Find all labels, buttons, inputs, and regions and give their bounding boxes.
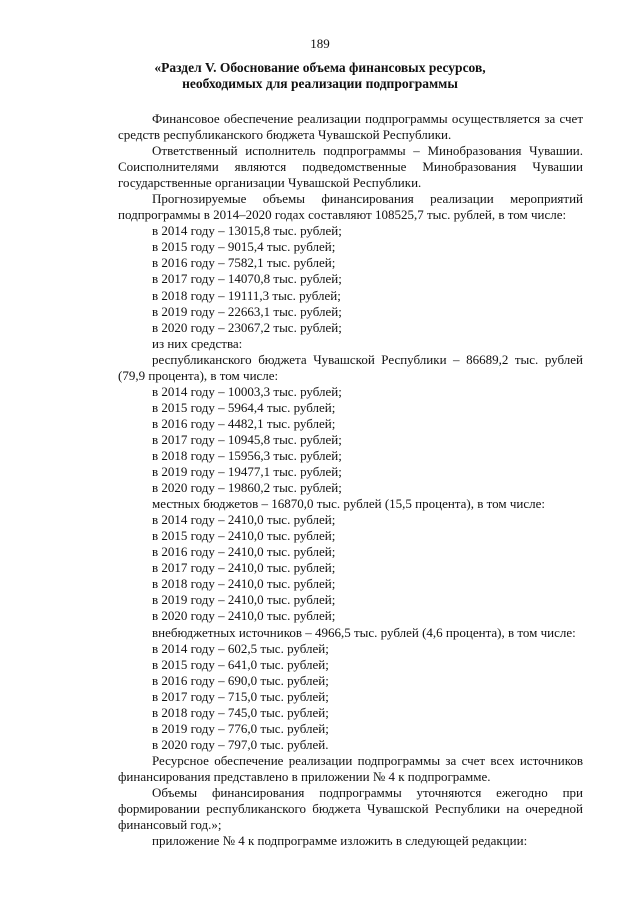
paragraph-volumes-refined: Объемы финансирования подпрограммы уточняются ежегодно при формировании республиканского бюджета Чувашской Республики на очередной финансовый год.»; — [118, 784, 583, 833]
list-item: в 2019 году – 22663,1 тыс. рублей; — [152, 303, 342, 319]
extrabudget-label: внебюджетных источников – 4966,5 тыс. рублей (4,6 процента), в том числе: — [152, 624, 576, 640]
list-item: в 2019 году – 2410,0 тыс. рублей; — [152, 592, 336, 608]
list-item: в 2016 году – 7582,1 тыс. рублей; — [152, 255, 336, 271]
section-title-line-1: «Раздел V. Обоснование объема финансовых ресурсов, — [154, 60, 486, 75]
section-title — [100, 60, 540, 92]
list-item: в 2019 году – 19477,1 тыс. рублей; — [152, 464, 342, 480]
list-item: в 2015 году – 9015,4 тыс. рублей; — [152, 239, 336, 255]
extrabudget-by-year-list — [118, 641, 583, 753]
paragraph-republic-budget: республиканского бюджета Чувашской Республики – 86689,2 тыс. рублей (79,9 процента), в том числе: — [118, 351, 583, 383]
paragraph-executor: Ответственный исполнитель подпрограммы – Минобразования Чувашии. Соисполнителями являются подведомственные Минобразования Чувашии государственные организации Чувашской Республики. — [118, 143, 583, 191]
of-which-label: из них средства: — [152, 335, 243, 351]
paragraph-forecast-total: Прогнозируемые объемы финансирования реализации мероприятий подпрограммы в 2014–2020 годах составляют 108525,7 тыс. рублей, в том числе: — [118, 191, 583, 223]
list-item: в 2014 году – 602,5 тыс. рублей; — [152, 640, 329, 656]
list-item: в 2014 году – 2410,0 тыс. рублей; — [152, 512, 336, 528]
list-item: в 2018 году – 15956,3 тыс. рублей; — [152, 447, 342, 463]
page-number: 189 — [310, 36, 330, 51]
list-item: в 2018 году – 2410,0 тыс. рублей; — [152, 576, 336, 592]
document-body — [118, 111, 583, 849]
local-by-year-list — [118, 512, 583, 624]
list-item: в 2018 году – 19111,3 тыс. рублей; — [152, 287, 341, 303]
list-item: в 2019 году – 776,0 тыс. рублей; — [152, 720, 329, 736]
list-item: в 2017 году – 10945,8 тыс. рублей; — [152, 431, 342, 447]
list-item: в 2020 году – 2410,0 тыс. рублей; — [152, 608, 336, 624]
list-item: в 2014 году – 13015,8 тыс. рублей; — [152, 223, 342, 239]
local-budgets-label: местных бюджетов – 16870,0 тыс. рублей (15,5 процента), в том числе: — [152, 496, 545, 512]
paragraph-appendix-instruction: приложение № 4 к подпрограмме изложить в следующей редакции: — [152, 833, 528, 849]
total-by-year-list — [118, 223, 583, 335]
list-item: в 2016 году – 690,0 тыс. рублей; — [152, 672, 329, 688]
list-item: в 2015 году – 641,0 тыс. рублей; — [152, 656, 329, 672]
list-item: в 2014 году – 10003,3 тыс. рублей; — [152, 383, 342, 399]
list-item: в 2020 году – 23067,2 тыс. рублей; — [152, 319, 342, 335]
list-item: в 2016 году – 4482,1 тыс. рублей; — [152, 415, 336, 431]
republic-by-year-list — [118, 384, 583, 496]
list-item: в 2016 году – 2410,0 тыс. рублей; — [152, 544, 336, 560]
list-item: в 2017 году – 715,0 тыс. рублей; — [152, 688, 329, 704]
paragraph-financing-source: Финансовое обеспечение реализации подпрограммы осуществляется за счет средств республиканского бюджета Чувашской Республики. — [118, 111, 583, 143]
list-item: в 2015 году – 5964,4 тыс. рублей; — [152, 399, 336, 415]
list-item: в 2020 году – 19860,2 тыс. рублей; — [152, 480, 342, 496]
list-item: в 2015 году – 2410,0 тыс. рублей; — [152, 528, 336, 544]
list-item: в 2017 году – 2410,0 тыс. рублей; — [152, 560, 336, 576]
list-item: в 2020 году – 797,0 тыс. рублей. — [152, 736, 329, 752]
section-title-line-2: необходимых для реализации подпрограммы — [182, 76, 458, 91]
list-item: в 2017 году – 14070,8 тыс. рублей; — [152, 271, 342, 287]
paragraph-resource-provision: Ресурсное обеспечение реализации подпрограммы за счет всех источников финансирования представлено в приложении № 4 к подпрограмме. — [118, 752, 583, 784]
list-item: в 2018 году – 745,0 тыс. рублей; — [152, 704, 329, 720]
